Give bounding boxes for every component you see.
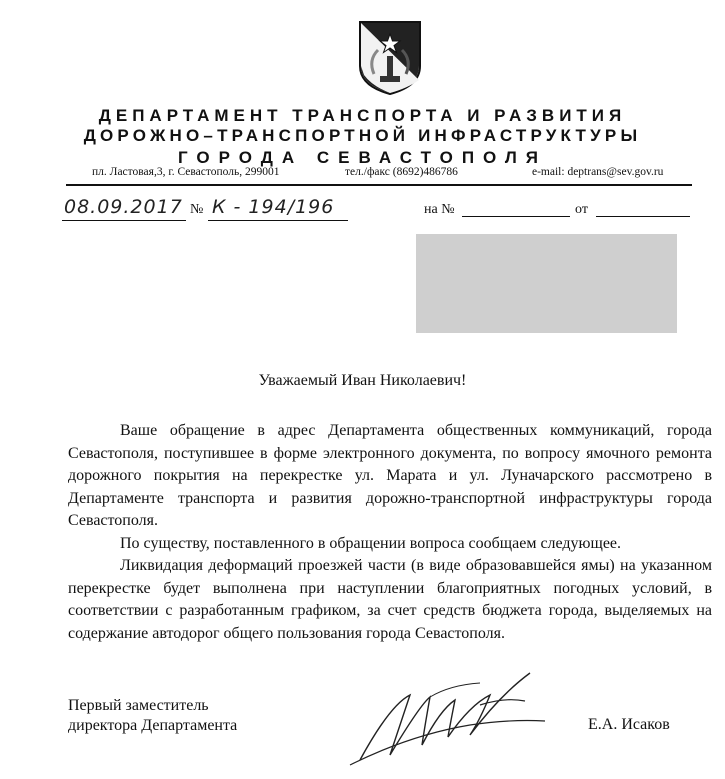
reference-date-label: от xyxy=(575,202,588,217)
registration-number: К - 194/196 xyxy=(212,196,335,218)
header-department-title-line3: ГОРОДА СЕВАСТОПОЛЯ xyxy=(178,148,547,167)
header-department-title-line1: ДЕПАРТАМЕНТ ТРАНСПОРТА И РАЗВИТИЯ xyxy=(98,106,627,125)
reference-number-label: на № xyxy=(424,202,455,217)
header-address: пл. Ластовая,3, г. Севастополь, 299001 xyxy=(92,166,280,178)
letter-greeting: Уважаемый Иван Николаевич! xyxy=(258,372,467,389)
registration-number-label: № xyxy=(190,202,204,217)
letter-body xyxy=(68,420,712,645)
letter-paragraph: По существу, поставленного в обращении вопроса сообщаем следующее. xyxy=(120,534,622,552)
reference-date-blank xyxy=(596,216,690,217)
reference-number-blank xyxy=(462,216,570,217)
header-phone: тел./факс (8692)486786 xyxy=(345,166,458,178)
header-email: e-mail: deptrans@sev.gov.ru xyxy=(532,166,664,178)
header-divider xyxy=(66,184,692,186)
signatory-position-line1: Первый заместитель xyxy=(68,697,209,714)
header-department-title-line2: ДОРОЖНО–ТРАНСПОРТНОЙ ИНФРАСТРУКТУРЫ xyxy=(83,126,642,145)
signatory-position xyxy=(68,696,237,736)
signatory-name: Е.А. Исаков xyxy=(588,716,670,733)
registration-date-underline xyxy=(62,220,186,221)
letter-paragraph: Ваше обращение в адрес Департамента общественных коммуникаций, города Севастополя, поступившее в форме электронного документа, по вопросу ямочного ремонта дорожного покрытия на перекрестке ул. Марата и ул. Луначарского рассмотрено в Департаменте транспорта и развития дорожно-транспортной инфраструктуры города Севастополя. xyxy=(68,422,712,529)
sevastopol-coat-of-arms-logo xyxy=(358,20,422,96)
signatory-position-line2: директора Департамента xyxy=(68,717,238,734)
registration-date: 08.09.2017 xyxy=(64,196,183,218)
redacted-recipient-block xyxy=(416,234,677,333)
handwritten-signature xyxy=(330,665,560,775)
letter-paragraph: Ликвидация деформаций проезжей части (в виде образовавшейся ямы) на указанном перекрестке будет выполнена при наступлении благоприятных погодных условий, в соответствии с разработанным графиком, за счет средств бюджета города, выделяемых на содержание автодорог общего пользования города Севастополя. xyxy=(68,557,712,642)
registration-number-underline xyxy=(208,220,348,221)
